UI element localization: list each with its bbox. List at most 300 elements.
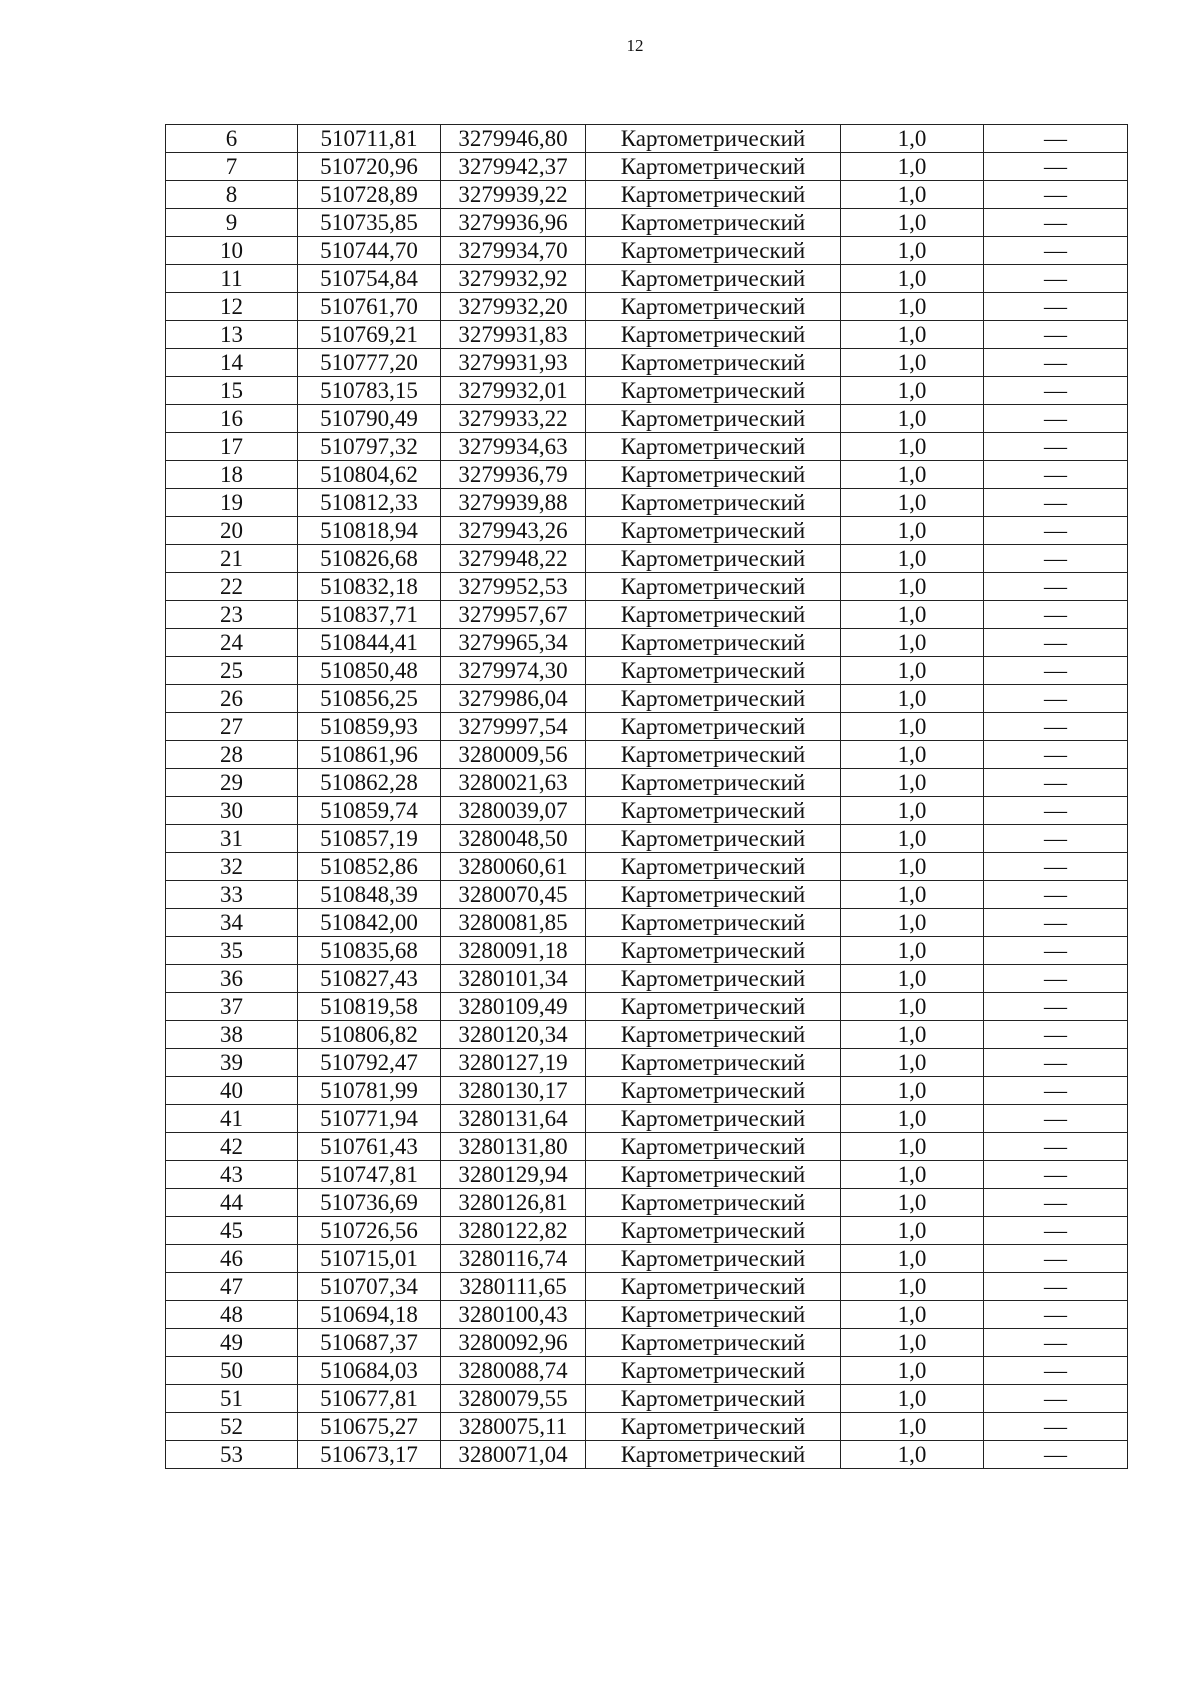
page-number: 12 bbox=[626, 36, 644, 55]
x-coordinate-cell: 510673,17 bbox=[298, 1441, 441, 1469]
point-number-cell: 51 bbox=[166, 1385, 298, 1413]
accuracy-cell: 1,0 bbox=[841, 209, 984, 237]
y-coordinate-cell: 3280009,56 bbox=[441, 741, 586, 769]
method-cell: Картометрический bbox=[586, 797, 841, 825]
x-coordinate-cell: 510832,18 bbox=[298, 573, 441, 601]
table-row bbox=[166, 797, 1128, 825]
accuracy-cell: 1,0 bbox=[841, 825, 984, 853]
x-coordinate-cell: 510792,47 bbox=[298, 1049, 441, 1077]
method-cell: Картометрический bbox=[586, 405, 841, 433]
table-row bbox=[166, 881, 1128, 909]
description-cell: — bbox=[984, 1077, 1128, 1105]
accuracy-cell: 1,0 bbox=[841, 1049, 984, 1077]
description-cell: — bbox=[984, 937, 1128, 965]
x-coordinate-cell: 510819,58 bbox=[298, 993, 441, 1021]
table-row bbox=[166, 349, 1128, 377]
point-number-cell: 12 bbox=[166, 293, 298, 321]
x-coordinate-cell: 510687,37 bbox=[298, 1329, 441, 1357]
x-coordinate-cell: 510783,15 bbox=[298, 377, 441, 405]
method-cell: Картометрический bbox=[586, 1133, 841, 1161]
table-row bbox=[166, 433, 1128, 461]
x-coordinate-cell: 510837,71 bbox=[298, 601, 441, 629]
point-number-cell: 14 bbox=[166, 349, 298, 377]
y-coordinate-cell: 3279997,54 bbox=[441, 713, 586, 741]
point-number-cell: 22 bbox=[166, 573, 298, 601]
method-cell: Картометрический bbox=[586, 769, 841, 797]
accuracy-cell: 1,0 bbox=[841, 685, 984, 713]
accuracy-cell: 1,0 bbox=[841, 433, 984, 461]
description-cell: — bbox=[984, 1329, 1128, 1357]
x-coordinate-cell: 510852,86 bbox=[298, 853, 441, 881]
point-number-cell: 47 bbox=[166, 1273, 298, 1301]
y-coordinate-cell: 3280060,61 bbox=[441, 853, 586, 881]
description-cell: — bbox=[984, 993, 1128, 1021]
method-cell: Картометрический bbox=[586, 657, 841, 685]
description-cell: — bbox=[984, 1245, 1128, 1273]
y-coordinate-cell: 3279952,53 bbox=[441, 573, 586, 601]
point-number-cell: 27 bbox=[166, 713, 298, 741]
accuracy-cell: 1,0 bbox=[841, 993, 984, 1021]
point-number-cell: 38 bbox=[166, 1021, 298, 1049]
method-cell: Картометрический bbox=[586, 265, 841, 293]
table-row bbox=[166, 965, 1128, 993]
accuracy-cell: 1,0 bbox=[841, 741, 984, 769]
description-cell: — bbox=[984, 1049, 1128, 1077]
accuracy-cell: 1,0 bbox=[841, 1413, 984, 1441]
description-cell: — bbox=[984, 1133, 1128, 1161]
y-coordinate-cell: 3279934,70 bbox=[441, 237, 586, 265]
y-coordinate-cell: 3279939,22 bbox=[441, 181, 586, 209]
table-row bbox=[166, 181, 1128, 209]
y-coordinate-cell: 3280109,49 bbox=[441, 993, 586, 1021]
y-coordinate-cell: 3280120,34 bbox=[441, 1021, 586, 1049]
table-row bbox=[166, 825, 1128, 853]
table-row bbox=[166, 993, 1128, 1021]
y-coordinate-cell: 3279948,22 bbox=[441, 545, 586, 573]
x-coordinate-cell: 510797,32 bbox=[298, 433, 441, 461]
point-number-cell: 13 bbox=[166, 321, 298, 349]
method-cell: Картометрический bbox=[586, 1105, 841, 1133]
method-cell: Картометрический bbox=[586, 741, 841, 769]
y-coordinate-cell: 3280070,45 bbox=[441, 881, 586, 909]
point-number-cell: 41 bbox=[166, 1105, 298, 1133]
x-coordinate-cell: 510848,39 bbox=[298, 881, 441, 909]
method-cell: Картометрический bbox=[586, 1245, 841, 1273]
method-cell: Картометрический bbox=[586, 321, 841, 349]
x-coordinate-cell: 510747,81 bbox=[298, 1161, 441, 1189]
accuracy-cell: 1,0 bbox=[841, 1021, 984, 1049]
method-cell: Картометрический bbox=[586, 909, 841, 937]
method-cell: Картометрический bbox=[586, 181, 841, 209]
x-coordinate-cell: 510861,96 bbox=[298, 741, 441, 769]
method-cell: Картометрический bbox=[586, 433, 841, 461]
y-coordinate-cell: 3279939,88 bbox=[441, 489, 586, 517]
description-cell: — bbox=[984, 181, 1128, 209]
table-row bbox=[166, 713, 1128, 741]
method-cell: Картометрический bbox=[586, 209, 841, 237]
x-coordinate-cell: 510812,33 bbox=[298, 489, 441, 517]
description-cell: — bbox=[984, 405, 1128, 433]
table-row bbox=[166, 685, 1128, 713]
accuracy-cell: 1,0 bbox=[841, 349, 984, 377]
point-number-cell: 19 bbox=[166, 489, 298, 517]
point-number-cell: 40 bbox=[166, 1077, 298, 1105]
point-number-cell: 42 bbox=[166, 1133, 298, 1161]
point-number-cell: 16 bbox=[166, 405, 298, 433]
y-coordinate-cell: 3280088,74 bbox=[441, 1357, 586, 1385]
description-cell: — bbox=[984, 657, 1128, 685]
point-number-cell: 36 bbox=[166, 965, 298, 993]
method-cell: Картометрический bbox=[586, 1413, 841, 1441]
y-coordinate-cell: 3280130,17 bbox=[441, 1077, 586, 1105]
table-row bbox=[166, 153, 1128, 181]
table-row bbox=[166, 741, 1128, 769]
accuracy-cell: 1,0 bbox=[841, 713, 984, 741]
description-cell: — bbox=[984, 1105, 1128, 1133]
description-cell: — bbox=[984, 209, 1128, 237]
point-number-cell: 52 bbox=[166, 1413, 298, 1441]
point-number-cell: 24 bbox=[166, 629, 298, 657]
method-cell: Картометрический bbox=[586, 1049, 841, 1077]
y-coordinate-cell: 3279934,63 bbox=[441, 433, 586, 461]
point-number-cell: 28 bbox=[166, 741, 298, 769]
x-coordinate-cell: 510862,28 bbox=[298, 769, 441, 797]
description-cell: — bbox=[984, 629, 1128, 657]
table-row bbox=[166, 517, 1128, 545]
description-cell: — bbox=[984, 769, 1128, 797]
x-coordinate-cell: 510842,00 bbox=[298, 909, 441, 937]
table-row bbox=[166, 1217, 1128, 1245]
coordinates-table-body bbox=[166, 125, 1128, 1469]
method-cell: Картометрический bbox=[586, 629, 841, 657]
accuracy-cell: 1,0 bbox=[841, 629, 984, 657]
description-cell: — bbox=[984, 1189, 1128, 1217]
description-cell: — bbox=[984, 1161, 1128, 1189]
accuracy-cell: 1,0 bbox=[841, 1357, 984, 1385]
y-coordinate-cell: 3279931,93 bbox=[441, 349, 586, 377]
point-number-cell: 43 bbox=[166, 1161, 298, 1189]
point-number-cell: 23 bbox=[166, 601, 298, 629]
point-number-cell: 53 bbox=[166, 1441, 298, 1469]
x-coordinate-cell: 510761,43 bbox=[298, 1133, 441, 1161]
point-number-cell: 9 bbox=[166, 209, 298, 237]
method-cell: Картометрический bbox=[586, 1077, 841, 1105]
method-cell: Картометрический bbox=[586, 461, 841, 489]
description-cell: — bbox=[984, 1021, 1128, 1049]
y-coordinate-cell: 3280075,11 bbox=[441, 1413, 586, 1441]
x-coordinate-cell: 510744,70 bbox=[298, 237, 441, 265]
x-coordinate-cell: 510777,20 bbox=[298, 349, 441, 377]
y-coordinate-cell: 3279946,80 bbox=[441, 125, 586, 153]
method-cell: Картометрический bbox=[586, 489, 841, 517]
table-row bbox=[166, 461, 1128, 489]
x-coordinate-cell: 510735,85 bbox=[298, 209, 441, 237]
point-number-cell: 8 bbox=[166, 181, 298, 209]
accuracy-cell: 1,0 bbox=[841, 909, 984, 937]
point-number-cell: 39 bbox=[166, 1049, 298, 1077]
y-coordinate-cell: 3279932,01 bbox=[441, 377, 586, 405]
table-row bbox=[166, 1273, 1128, 1301]
description-cell: — bbox=[984, 237, 1128, 265]
accuracy-cell: 1,0 bbox=[841, 797, 984, 825]
description-cell: — bbox=[984, 349, 1128, 377]
accuracy-cell: 1,0 bbox=[841, 461, 984, 489]
table-row bbox=[166, 1301, 1128, 1329]
x-coordinate-cell: 510711,81 bbox=[298, 125, 441, 153]
description-cell: — bbox=[984, 1357, 1128, 1385]
accuracy-cell: 1,0 bbox=[841, 405, 984, 433]
accuracy-cell: 1,0 bbox=[841, 1105, 984, 1133]
accuracy-cell: 1,0 bbox=[841, 657, 984, 685]
point-number-cell: 31 bbox=[166, 825, 298, 853]
x-coordinate-cell: 510761,70 bbox=[298, 293, 441, 321]
method-cell: Картометрический bbox=[586, 601, 841, 629]
accuracy-cell: 1,0 bbox=[841, 853, 984, 881]
y-coordinate-cell: 3280127,19 bbox=[441, 1049, 586, 1077]
point-number-cell: 7 bbox=[166, 153, 298, 181]
table-row bbox=[166, 657, 1128, 685]
accuracy-cell: 1,0 bbox=[841, 1301, 984, 1329]
description-cell: — bbox=[984, 153, 1128, 181]
description-cell: — bbox=[984, 1217, 1128, 1245]
point-number-cell: 26 bbox=[166, 685, 298, 713]
x-coordinate-cell: 510736,69 bbox=[298, 1189, 441, 1217]
x-coordinate-cell: 510726,56 bbox=[298, 1217, 441, 1245]
table-row bbox=[166, 1189, 1128, 1217]
point-number-cell: 35 bbox=[166, 937, 298, 965]
accuracy-cell: 1,0 bbox=[841, 265, 984, 293]
point-number-cell: 11 bbox=[166, 265, 298, 293]
method-cell: Картометрический bbox=[586, 1217, 841, 1245]
x-coordinate-cell: 510835,68 bbox=[298, 937, 441, 965]
x-coordinate-cell: 510790,49 bbox=[298, 405, 441, 433]
x-coordinate-cell: 510818,94 bbox=[298, 517, 441, 545]
y-coordinate-cell: 3280091,18 bbox=[441, 937, 586, 965]
method-cell: Картометрический bbox=[586, 713, 841, 741]
table-row bbox=[166, 853, 1128, 881]
x-coordinate-cell: 510728,89 bbox=[298, 181, 441, 209]
x-coordinate-cell: 510769,21 bbox=[298, 321, 441, 349]
x-coordinate-cell: 510856,25 bbox=[298, 685, 441, 713]
accuracy-cell: 1,0 bbox=[841, 1329, 984, 1357]
y-coordinate-cell: 3280048,50 bbox=[441, 825, 586, 853]
description-cell: — bbox=[984, 517, 1128, 545]
description-cell: — bbox=[984, 573, 1128, 601]
y-coordinate-cell: 3279936,96 bbox=[441, 209, 586, 237]
method-cell: Картометрический bbox=[586, 349, 841, 377]
table-row bbox=[166, 545, 1128, 573]
description-cell: — bbox=[984, 881, 1128, 909]
point-number-cell: 30 bbox=[166, 797, 298, 825]
coordinates-table bbox=[165, 124, 1128, 1469]
description-cell: — bbox=[984, 601, 1128, 629]
y-coordinate-cell: 3279974,30 bbox=[441, 657, 586, 685]
description-cell: — bbox=[984, 545, 1128, 573]
description-cell: — bbox=[984, 461, 1128, 489]
y-coordinate-cell: 3279936,79 bbox=[441, 461, 586, 489]
y-coordinate-cell: 3280079,55 bbox=[441, 1385, 586, 1413]
table-row bbox=[166, 237, 1128, 265]
table-row bbox=[166, 573, 1128, 601]
x-coordinate-cell: 510720,96 bbox=[298, 153, 441, 181]
y-coordinate-cell: 3280122,82 bbox=[441, 1217, 586, 1245]
y-coordinate-cell: 3280111,65 bbox=[441, 1273, 586, 1301]
table-row bbox=[166, 405, 1128, 433]
point-number-cell: 18 bbox=[166, 461, 298, 489]
accuracy-cell: 1,0 bbox=[841, 1273, 984, 1301]
table-row bbox=[166, 125, 1128, 153]
description-cell: — bbox=[984, 825, 1128, 853]
point-number-cell: 29 bbox=[166, 769, 298, 797]
y-coordinate-cell: 3280131,80 bbox=[441, 1133, 586, 1161]
method-cell: Картометрический bbox=[586, 545, 841, 573]
table-row bbox=[166, 1245, 1128, 1273]
accuracy-cell: 1,0 bbox=[841, 1189, 984, 1217]
accuracy-cell: 1,0 bbox=[841, 489, 984, 517]
description-cell: — bbox=[984, 1385, 1128, 1413]
method-cell: Картометрический bbox=[586, 1441, 841, 1469]
method-cell: Картометрический bbox=[586, 517, 841, 545]
accuracy-cell: 1,0 bbox=[841, 181, 984, 209]
point-number-cell: 21 bbox=[166, 545, 298, 573]
method-cell: Картометрический bbox=[586, 1021, 841, 1049]
method-cell: Картометрический bbox=[586, 1357, 841, 1385]
y-coordinate-cell: 3279965,34 bbox=[441, 629, 586, 657]
accuracy-cell: 1,0 bbox=[841, 573, 984, 601]
method-cell: Картометрический bbox=[586, 1329, 841, 1357]
method-cell: Картометрический bbox=[586, 573, 841, 601]
x-coordinate-cell: 510850,48 bbox=[298, 657, 441, 685]
x-coordinate-cell: 510781,99 bbox=[298, 1077, 441, 1105]
accuracy-cell: 1,0 bbox=[841, 293, 984, 321]
method-cell: Картометрический bbox=[586, 1385, 841, 1413]
description-cell: — bbox=[984, 713, 1128, 741]
y-coordinate-cell: 3279957,67 bbox=[441, 601, 586, 629]
point-number-cell: 17 bbox=[166, 433, 298, 461]
point-number-cell: 48 bbox=[166, 1301, 298, 1329]
accuracy-cell: 1,0 bbox=[841, 769, 984, 797]
y-coordinate-cell: 3280100,43 bbox=[441, 1301, 586, 1329]
accuracy-cell: 1,0 bbox=[841, 1133, 984, 1161]
x-coordinate-cell: 510857,19 bbox=[298, 825, 441, 853]
table-row bbox=[166, 265, 1128, 293]
description-cell: — bbox=[984, 909, 1128, 937]
method-cell: Картометрический bbox=[586, 965, 841, 993]
x-coordinate-cell: 510675,27 bbox=[298, 1413, 441, 1441]
accuracy-cell: 1,0 bbox=[841, 937, 984, 965]
x-coordinate-cell: 510771,94 bbox=[298, 1105, 441, 1133]
method-cell: Картометрический bbox=[586, 1301, 841, 1329]
y-coordinate-cell: 3280081,85 bbox=[441, 909, 586, 937]
x-coordinate-cell: 510684,03 bbox=[298, 1357, 441, 1385]
y-coordinate-cell: 3280021,63 bbox=[441, 769, 586, 797]
description-cell: — bbox=[984, 321, 1128, 349]
method-cell: Картометрический bbox=[586, 1273, 841, 1301]
description-cell: — bbox=[984, 1301, 1128, 1329]
accuracy-cell: 1,0 bbox=[841, 1077, 984, 1105]
accuracy-cell: 1,0 bbox=[841, 1217, 984, 1245]
point-number-cell: 34 bbox=[166, 909, 298, 937]
accuracy-cell: 1,0 bbox=[841, 377, 984, 405]
description-cell: — bbox=[984, 433, 1128, 461]
table-row bbox=[166, 377, 1128, 405]
table-row bbox=[166, 489, 1128, 517]
description-cell: — bbox=[984, 1273, 1128, 1301]
y-coordinate-cell: 3280092,96 bbox=[441, 1329, 586, 1357]
accuracy-cell: 1,0 bbox=[841, 517, 984, 545]
y-coordinate-cell: 3279932,92 bbox=[441, 265, 586, 293]
accuracy-cell: 1,0 bbox=[841, 1385, 984, 1413]
table-row bbox=[166, 629, 1128, 657]
table-row bbox=[166, 1133, 1128, 1161]
accuracy-cell: 1,0 bbox=[841, 881, 984, 909]
description-cell: — bbox=[984, 797, 1128, 825]
table-row bbox=[166, 1385, 1128, 1413]
y-coordinate-cell: 3279986,04 bbox=[441, 685, 586, 713]
y-coordinate-cell: 3280129,94 bbox=[441, 1161, 586, 1189]
point-number-cell: 33 bbox=[166, 881, 298, 909]
table-row bbox=[166, 1413, 1128, 1441]
method-cell: Картометрический bbox=[586, 1161, 841, 1189]
accuracy-cell: 1,0 bbox=[841, 237, 984, 265]
method-cell: Картометрический bbox=[586, 377, 841, 405]
x-coordinate-cell: 510827,43 bbox=[298, 965, 441, 993]
y-coordinate-cell: 3280126,81 bbox=[441, 1189, 586, 1217]
x-coordinate-cell: 510707,34 bbox=[298, 1273, 441, 1301]
point-number-cell: 15 bbox=[166, 377, 298, 405]
x-coordinate-cell: 510804,62 bbox=[298, 461, 441, 489]
accuracy-cell: 1,0 bbox=[841, 125, 984, 153]
method-cell: Картометрический bbox=[586, 237, 841, 265]
table-row bbox=[166, 1357, 1128, 1385]
table-row bbox=[166, 937, 1128, 965]
point-number-cell: 45 bbox=[166, 1217, 298, 1245]
method-cell: Картометрический bbox=[586, 825, 841, 853]
table-row bbox=[166, 769, 1128, 797]
method-cell: Картометрический bbox=[586, 937, 841, 965]
x-coordinate-cell: 510754,84 bbox=[298, 265, 441, 293]
description-cell: — bbox=[984, 965, 1128, 993]
y-coordinate-cell: 3279942,37 bbox=[441, 153, 586, 181]
method-cell: Картометрический bbox=[586, 125, 841, 153]
description-cell: — bbox=[984, 1413, 1128, 1441]
x-coordinate-cell: 510826,68 bbox=[298, 545, 441, 573]
x-coordinate-cell: 510859,74 bbox=[298, 797, 441, 825]
table-row bbox=[166, 293, 1128, 321]
table-row bbox=[166, 1021, 1128, 1049]
table-row bbox=[166, 1329, 1128, 1357]
accuracy-cell: 1,0 bbox=[841, 601, 984, 629]
table-row bbox=[166, 1049, 1128, 1077]
x-coordinate-cell: 510844,41 bbox=[298, 629, 441, 657]
description-cell: — bbox=[984, 741, 1128, 769]
point-number-cell: 25 bbox=[166, 657, 298, 685]
accuracy-cell: 1,0 bbox=[841, 965, 984, 993]
accuracy-cell: 1,0 bbox=[841, 1245, 984, 1273]
method-cell: Картометрический bbox=[586, 293, 841, 321]
point-number-cell: 37 bbox=[166, 993, 298, 1021]
table-row bbox=[166, 1161, 1128, 1189]
description-cell: — bbox=[984, 125, 1128, 153]
y-coordinate-cell: 3279931,83 bbox=[441, 321, 586, 349]
description-cell: — bbox=[984, 489, 1128, 517]
description-cell: — bbox=[984, 1441, 1128, 1469]
description-cell: — bbox=[984, 377, 1128, 405]
method-cell: Картометрический bbox=[586, 153, 841, 181]
x-coordinate-cell: 510715,01 bbox=[298, 1245, 441, 1273]
description-cell: — bbox=[984, 853, 1128, 881]
y-coordinate-cell: 3280131,64 bbox=[441, 1105, 586, 1133]
